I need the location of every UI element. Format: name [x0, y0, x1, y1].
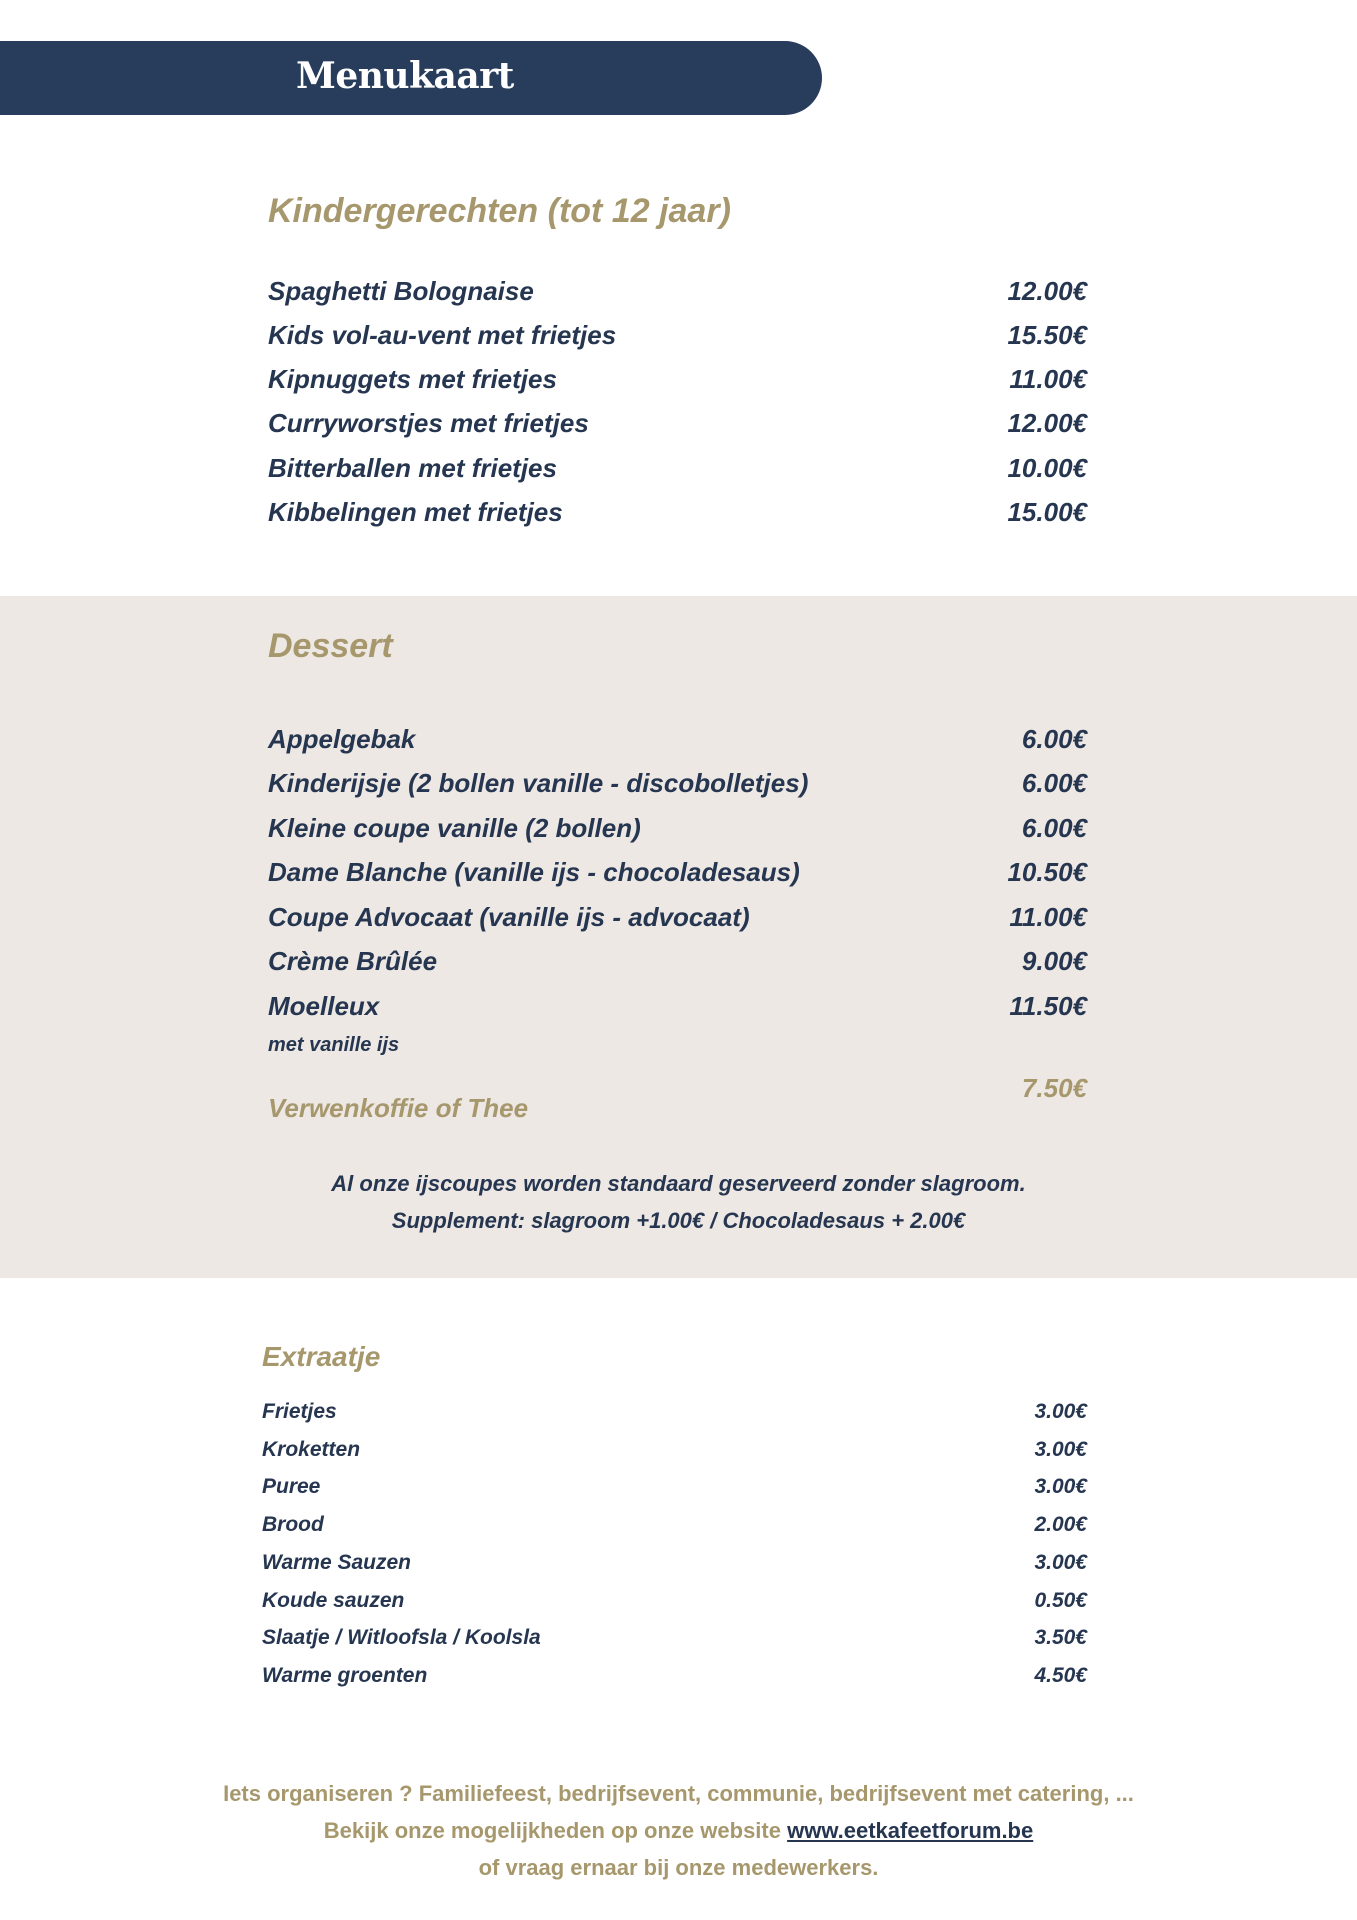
item-name: Coupe Advocaat (vanille ijs - advocaat) [268, 901, 750, 932]
item-name: Koude sauzen [262, 1588, 405, 1612]
item-name: Appelgebak [268, 723, 416, 754]
menu-item [262, 1397, 1087, 1427]
menu-item [268, 810, 1087, 846]
item-name: Kids vol-au-vent met frietjes [268, 319, 617, 350]
footer-line-2 [0, 1818, 1357, 1844]
footer-line-2-text: Bekijk onze mogelijkheden op onze website [323, 1818, 788, 1843]
item-name: Spaghetti Bolognaise [268, 275, 534, 306]
item-name: Puree [262, 1475, 321, 1499]
dessert-note-2: Supplement: slagroom +1.00€ / Chocoladesaus + 2.00€ [391, 1208, 966, 1233]
item-price: 12.00€ [1007, 408, 1087, 439]
item-price: 3.00€ [1034, 1475, 1087, 1499]
item-name-coffee: Verwenkoffie of Thee [268, 1093, 529, 1123]
item-name: Dame Blanche (vanille ijs - chocoladesaus) [268, 857, 800, 887]
item-price: 6.00€ [1021, 768, 1087, 798]
page-title: Menukaart [296, 55, 514, 97]
item-name: Kroketten [262, 1437, 361, 1461]
menu-item [268, 317, 1087, 353]
item-name: Warme Sauzen [262, 1550, 411, 1574]
menu-item [268, 766, 1087, 802]
item-price: 10.50€ [1007, 857, 1087, 887]
menu-item [262, 1586, 1087, 1616]
item-price: 11.50€ [1009, 990, 1087, 1021]
item-price: 3.00€ [1034, 1437, 1087, 1461]
menu-item [262, 1435, 1087, 1465]
menu-item [268, 899, 1087, 935]
dessert-note-1: Al onze ijscoupes worden standaard geserveerd zonder slagroom. [331, 1171, 1026, 1196]
moelleux-subtitle: met vanille ijs [268, 1034, 400, 1056]
footer-line-3: of vraag ernaar bij onze medewerkers. [478, 1855, 879, 1880]
item-name: Kibbelingen met frietjes [268, 497, 563, 527]
menu-item [268, 944, 1087, 980]
item-price: 7.50€ [1021, 1072, 1087, 1103]
menu-item [268, 362, 1087, 398]
section-title-extras: Extraatje [262, 1341, 381, 1372]
item-price: 4.50€ [1034, 1663, 1087, 1687]
item-price: 3.00€ [1034, 1400, 1087, 1423]
menu-item [268, 273, 1087, 309]
item-name: Curryworstjes met frietjes [268, 408, 589, 439]
menu-item [262, 1548, 1087, 1578]
item-price: 15.00€ [1007, 497, 1087, 527]
item-price: 10.00€ [1007, 452, 1087, 483]
item-price: 11.00€ [1009, 901, 1087, 932]
menu-item [268, 406, 1087, 442]
item-name: Slaatje / Witloofsla / Koolsla [262, 1626, 541, 1650]
item-name: Crème Brûlée [268, 946, 438, 976]
section-title-dessert: Dessert [268, 627, 393, 665]
menu-item [262, 1661, 1087, 1691]
item-price: 3.50€ [1034, 1626, 1087, 1650]
item-price: 6.00€ [1021, 812, 1087, 843]
menu-item [262, 1510, 1087, 1540]
item-price: 3.00€ [1034, 1550, 1087, 1574]
item-name: Kipnuggets met frietjes [268, 364, 557, 395]
menu-item [262, 1472, 1087, 1502]
menu-item [268, 450, 1087, 486]
footer-line-1: Iets organiseren ? Familiefeest, bedrijfsevent, communie, bedrijfsevent met catering, ... [223, 1781, 1134, 1806]
item-name: Frietjes [262, 1400, 337, 1423]
item-name: Kinderijsje (2 bollen vanille - discobolletjes) [268, 768, 809, 798]
item-name: Warme groenten [262, 1663, 428, 1687]
item-price: 11.00€ [1009, 364, 1087, 395]
menu-item [268, 495, 1087, 531]
item-price: 0.50€ [1034, 1588, 1087, 1612]
menu-item [268, 988, 1087, 1024]
item-price: 2.00€ [1034, 1513, 1087, 1537]
website-link[interactable]: www.eetkafeetforum.be [787, 1818, 1034, 1843]
item-name: Moelleux [268, 990, 380, 1021]
item-price: 15.50€ [1007, 319, 1087, 350]
item-name: Bitterballen met frietjes [268, 452, 557, 483]
menu-item [268, 855, 1087, 891]
header-banner [0, 41, 822, 115]
item-name: Kleine coupe vanille (2 bollen) [268, 812, 641, 843]
menu-item [268, 721, 1087, 757]
item-price: 6.00€ [1021, 723, 1087, 754]
section-title-kids: Kindergerechten (tot 12 jaar) [268, 192, 731, 230]
item-price: 9.00€ [1021, 946, 1087, 976]
item-price: 12.00€ [1007, 275, 1087, 306]
item-name: Brood [262, 1513, 324, 1537]
menu-item [262, 1623, 1087, 1653]
